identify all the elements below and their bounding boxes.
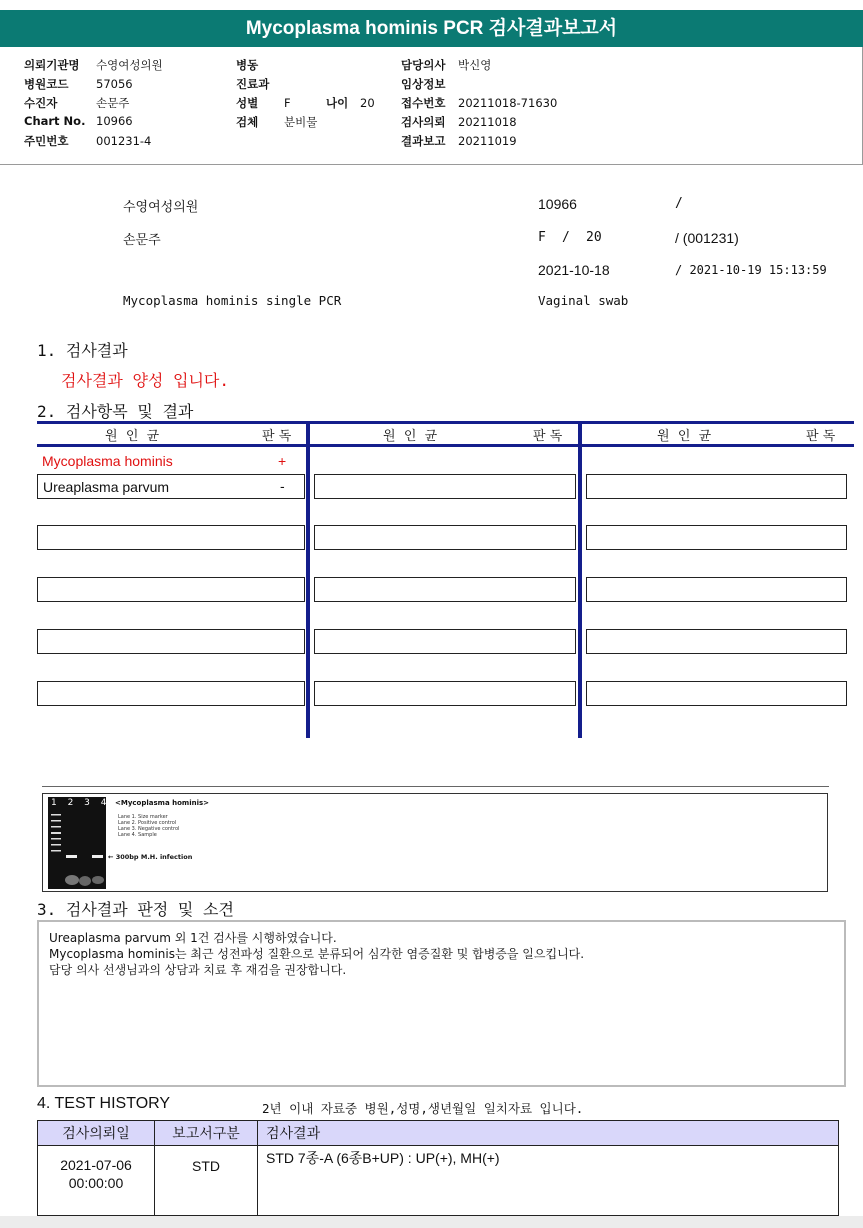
col-organism-1: 원 인 균 bbox=[105, 429, 160, 444]
positive-band bbox=[66, 855, 77, 858]
info-chart: 10966 bbox=[538, 196, 577, 212]
value-report: 20211019 bbox=[458, 134, 517, 148]
section1-title: 1. 검사결과 bbox=[37, 341, 128, 360]
label-hospital-code: 병원코드 bbox=[24, 77, 69, 91]
value-hospital-code: 57056 bbox=[96, 77, 133, 91]
result-cell-r4c3 bbox=[586, 577, 847, 602]
value-sex: F bbox=[284, 96, 291, 110]
result-cell-r3c2 bbox=[314, 525, 576, 550]
col-judgement-3: 판 독 bbox=[806, 429, 836, 444]
info-slash: / bbox=[675, 196, 683, 211]
history-header-row bbox=[38, 1121, 839, 1146]
organism-name-1: Mycoplasma hominis bbox=[42, 453, 173, 469]
col-organism-2: 원 인 균 bbox=[383, 429, 438, 444]
history-col-result: 검사결과 bbox=[258, 1121, 839, 1146]
opinion-line-3: 담당 의사 선생님과의 상담과 치료 후 재검을 권장합니다. bbox=[49, 963, 347, 977]
value-resident-no: 001231-4 bbox=[96, 134, 152, 148]
header-col2 bbox=[236, 57, 375, 133]
section2-title: 2. 검사항목 및 결과 bbox=[37, 402, 194, 421]
section3-title: 3. 검사결과 판정 및 소견 bbox=[37, 900, 234, 919]
report-title: Mycoplasma hominis PCR 검사결과보고서 bbox=[0, 10, 863, 47]
label-doctor: 담당의사 bbox=[401, 58, 446, 72]
opinion-box bbox=[37, 920, 846, 1087]
organism-result-1: + bbox=[278, 453, 287, 469]
value-request: 20211018 bbox=[458, 115, 517, 129]
legend-lane-1: Lane 1. Size marker bbox=[118, 814, 168, 820]
label-resident-no: 주민번호 bbox=[24, 134, 69, 148]
info-hospital: 수영여성의원 bbox=[123, 200, 199, 215]
gel-panel bbox=[42, 793, 828, 892]
gel-image bbox=[48, 797, 106, 889]
result-cell-r4c2 bbox=[314, 577, 576, 602]
header-col1 bbox=[24, 57, 163, 152]
result-cell-r2c3 bbox=[586, 474, 847, 499]
history-date-cell bbox=[38, 1146, 155, 1216]
legend-lane-4: Lane 4. Sample bbox=[118, 832, 157, 838]
value-patient: 손문주 bbox=[96, 96, 130, 110]
info-test-name: Mycoplasma hominis single PCR bbox=[123, 293, 342, 308]
history-time: 00:00:00 bbox=[68, 1175, 124, 1191]
gel-lane-numbers: 1 2 3 4 bbox=[51, 798, 111, 808]
footer-bar bbox=[0, 1216, 863, 1228]
result-cell-r5c2 bbox=[314, 629, 576, 654]
info-age: 20 bbox=[586, 230, 602, 245]
organism-result-2: - bbox=[280, 478, 285, 494]
label-chart-no: Chart No. bbox=[24, 114, 86, 128]
label-department: 진료과 bbox=[236, 77, 270, 91]
header-col3 bbox=[401, 57, 557, 152]
result-cell-r6c2 bbox=[314, 681, 576, 706]
gel-top-rule bbox=[42, 786, 829, 787]
opinion-line-2: Mycoplasma hominis는 최근 성전파성 질환으로 분류되어 심각한 염증질환 및 합병증을 일으킵니다. bbox=[49, 947, 585, 961]
header-divider bbox=[0, 164, 863, 165]
organism-name-2: Ureaplasma parvum bbox=[43, 479, 170, 495]
info-sex: F bbox=[538, 230, 546, 245]
result-cell-r3c3 bbox=[586, 525, 847, 550]
opinion-line-1: Ureaplasma parvum 외 1건 검사를 시행하였습니다. bbox=[49, 931, 337, 945]
value-chart-no: 10966 bbox=[96, 114, 133, 128]
value-age: 20 bbox=[360, 96, 375, 110]
info-id: / (001231) bbox=[675, 230, 739, 246]
col-judgement-2: 판 독 bbox=[533, 429, 563, 444]
result-cell-r6c3 bbox=[586, 681, 847, 706]
gel-title: <Mycoplasma hominis> bbox=[115, 799, 210, 807]
legend-lane-3: Lane 3. Negative control bbox=[118, 826, 180, 832]
value-specimen: 분비물 bbox=[284, 115, 318, 129]
value-doctor: 박신영 bbox=[458, 58, 492, 72]
history-result: STD 7종-A (6종B+UP) : UP(+), MH(+) bbox=[258, 1146, 839, 1216]
col-organism-3: 원 인 균 bbox=[657, 429, 712, 444]
history-table bbox=[37, 1120, 839, 1216]
result-cell-r5c3 bbox=[586, 629, 847, 654]
label-receipt-no: 접수번호 bbox=[401, 96, 446, 110]
label-specimen: 검체 bbox=[236, 115, 259, 129]
legend-lane-2: Lane 2. Positive control bbox=[118, 820, 177, 826]
label-patient: 수진자 bbox=[24, 96, 58, 110]
results-table-top-rule bbox=[37, 421, 854, 424]
gel-band-label: ← 300bp M.H. infection bbox=[108, 853, 193, 861]
sample-band bbox=[92, 855, 103, 858]
info-report-date: / 2021-10-19 15:13:59 bbox=[675, 263, 827, 277]
info-request-date: 2021-10-18 bbox=[538, 262, 610, 278]
results-divider-1 bbox=[306, 421, 310, 738]
label-age: 나이 bbox=[326, 96, 349, 110]
history-date: 2021-07-06 bbox=[60, 1157, 132, 1173]
gel-bands-svg bbox=[48, 797, 106, 889]
result-cell-r3c1 bbox=[37, 525, 305, 550]
results-divider-2 bbox=[578, 421, 582, 738]
result-cell-r4c1 bbox=[37, 577, 305, 602]
history-col-date: 검사의뢰일 bbox=[38, 1121, 155, 1146]
section1-result: 검사결과 양성 입니다. bbox=[61, 371, 230, 390]
section4-title: 4. TEST HISTORY bbox=[37, 1095, 171, 1112]
label-institution: 의뢰기관명 bbox=[24, 58, 80, 72]
label-report: 결과보고 bbox=[401, 134, 446, 148]
label-ward: 병동 bbox=[236, 58, 259, 72]
result-cell-r5c1 bbox=[37, 629, 305, 654]
label-request: 검사의뢰 bbox=[401, 115, 446, 129]
gel-legend bbox=[118, 814, 179, 838]
col-judgement-1: 판 독 bbox=[262, 429, 292, 444]
result-cell-r6c1 bbox=[37, 681, 305, 706]
history-col-type: 보고서구분 bbox=[155, 1121, 258, 1146]
label-clinical-info: 임상정보 bbox=[401, 77, 446, 91]
label-sex: 성별 bbox=[236, 96, 259, 110]
history-type: STD bbox=[155, 1146, 258, 1216]
value-institution: 수영여성의원 bbox=[96, 58, 163, 72]
info-sep: / bbox=[562, 230, 570, 245]
info-patient: 손문주 bbox=[123, 233, 161, 248]
section4-note: 2년 이내 자료중 병원,성명,생년월일 일치자료 입니다. bbox=[262, 1101, 584, 1116]
value-receipt-no: 20211018-71630 bbox=[458, 96, 558, 110]
info-specimen: Vaginal swab bbox=[538, 293, 629, 308]
results-table-header-rule bbox=[37, 444, 854, 447]
history-row bbox=[38, 1146, 839, 1216]
result-cell-r2c2 bbox=[314, 474, 576, 499]
